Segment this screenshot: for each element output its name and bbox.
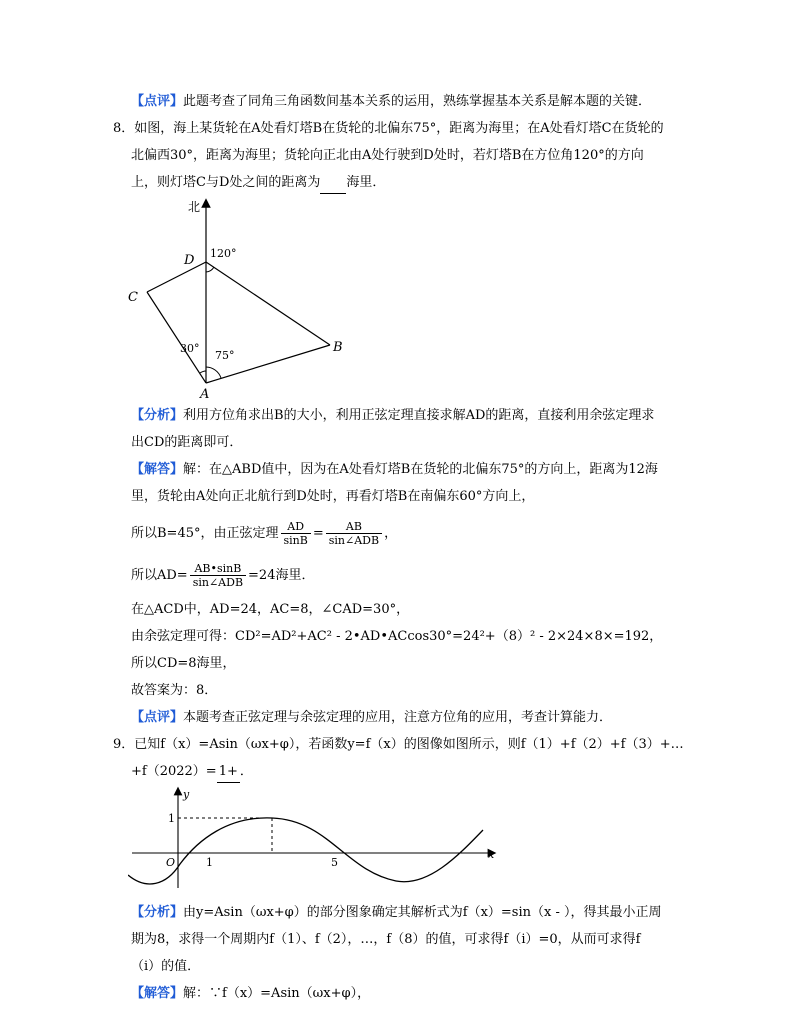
label-B: B <box>333 340 343 355</box>
fraction-ad-sinb <box>281 520 311 547</box>
q9-solution-1 <box>131 984 370 1004</box>
answer-blank: 1+ <box>217 762 240 783</box>
q8-solution-5: 在△ACD中，AD=24，AC=8，∠CAD=30°， <box>131 602 410 617</box>
q9-analysis-1 <box>131 903 662 923</box>
x-axis-label: x <box>488 848 495 861</box>
solution-tag: 【解答】 <box>131 462 184 477</box>
xtick-5-label: 5 <box>331 856 338 869</box>
q8-text-1: 如图，海上某货轮在A处看灯塔B在货轮的北偏东75°，距离为海里；在A处看灯塔C在货轮的 <box>134 121 664 136</box>
q8-line3 <box>131 173 385 194</box>
analysis-text-1: 由y=Asin（ωx+φ）的部分图象确定其解析式为f（x）=sin（x - ），得其最小正周 <box>183 905 662 920</box>
y-axis-label: y <box>183 788 190 801</box>
prev-comment <box>131 92 651 112</box>
q8-solution-8: 故答案为：8． <box>131 683 218 698</box>
q9-line2 <box>131 762 253 783</box>
north-label: 北 <box>188 200 201 214</box>
q9-text-1: 已知f（x）=Asin（ωx+φ），若函数y=f（x）的图像如图所示，则f（1）+f（2）+f（3）+… <box>134 737 684 752</box>
label-D: D <box>184 253 195 268</box>
comment-text: 此题考查了同角三角函数间基本关系的运用，熟练掌握基本关系是解本题的关键． <box>183 94 652 109</box>
angle-arc-120 <box>206 267 214 272</box>
q9-text-2: +f（2022）= <box>131 764 217 779</box>
comment-tag: 【点评】 <box>131 94 184 109</box>
q8-solution-7: 所以CD=8海里， <box>131 656 236 671</box>
q8-line2: 北偏西30°，距离为海里；货轮向正北由A处行驶到D处时，若灯塔B在方位角120°的方向 <box>131 148 644 163</box>
q9-text-2b: ． <box>239 764 253 779</box>
angle-arc-75 <box>206 367 221 378</box>
q9-line1 <box>113 735 684 755</box>
frac-denominator: sin∠ADB <box>328 534 380 547</box>
fraction-ab-sinadb <box>326 520 382 547</box>
q9-analysis-3: （i）的值． <box>131 959 201 974</box>
angle-75-label: 75° <box>215 349 235 362</box>
q8-comment <box>131 708 612 728</box>
solution-text-1: 解：∵f（x）=Asin（ωx+φ）， <box>183 986 371 1001</box>
xtick-1-label: 1 <box>206 856 213 869</box>
analysis-tag: 【分析】 <box>131 408 184 423</box>
frac-numerator: AD <box>281 520 311 534</box>
q8-line1 <box>113 119 664 139</box>
analysis-tag: 【分析】 <box>131 905 184 920</box>
q8-solution-4 <box>131 562 314 589</box>
q9-graph <box>128 786 500 894</box>
q8-solution-6: 由余弦定理可得：CD²=AD²+AC² - 2•AD•ACcos30°=24²+（8）² - 2×24×8×=192， <box>131 629 663 644</box>
q8-analysis-2: 出CD的距离即可． <box>131 435 243 450</box>
sine-curve <box>128 818 483 884</box>
solution-text-1: 解：在△ABD值中，因为在A处看灯塔B在货轮的北偏东75°的方向上，距离为12海 <box>183 462 658 477</box>
segment-AC <box>147 292 206 383</box>
segment-CD <box>147 262 206 292</box>
solution-tag: 【解答】 <box>131 986 184 1001</box>
solution-suffix-4: =24海里． <box>248 568 315 583</box>
comment-tag: 【点评】 <box>131 710 184 725</box>
question-number: 9． <box>113 737 135 752</box>
q8-text-3b: 海里． <box>346 175 386 190</box>
solution-text-4: 所以AD= <box>131 568 188 583</box>
frac-numerator: AB <box>326 520 382 534</box>
segment-DB <box>206 262 330 345</box>
question-number: 8． <box>113 121 135 136</box>
comment-text: 本题考查正弦定理与余弦定理的应用，注意方位角的应用，考查计算能力． <box>183 710 613 725</box>
q8-solution-3 <box>131 520 397 547</box>
frac-numerator: AB•sinB <box>190 562 246 576</box>
q8-solution-2: 里，货轮由A处向正北航行到D处时，再看灯塔B在南偏东60°方向上， <box>131 489 535 504</box>
fraction-ab-sinb <box>190 562 246 589</box>
q8-figure <box>120 195 350 400</box>
solution-suffix-3: ， <box>384 526 398 541</box>
analysis-text-1: 利用方位角求出B的大小，利用正弦定理直接求解AD的距离，直接利用余弦定理求 <box>183 408 655 423</box>
solution-text-3: 所以B=45°，由正弦定理 <box>131 526 279 541</box>
angle-arc-30 <box>200 371 206 373</box>
frac-denominator: sin∠ADB <box>192 576 244 589</box>
answer-blank <box>320 173 346 194</box>
q8-analysis-1 <box>131 406 654 426</box>
angle-120-label: 120° <box>210 247 237 260</box>
q8-text-3: 上，则灯塔C与D处之间的距离为 <box>131 175 321 190</box>
label-C: C <box>128 290 138 305</box>
q8-solution-1 <box>131 460 658 480</box>
angle-30-label: 30° <box>180 342 200 355</box>
label-A: A <box>200 387 210 400</box>
ytick-1-label: 1 <box>168 812 175 825</box>
frac-denominator: sinB <box>283 534 308 547</box>
origin-label: O <box>166 856 176 869</box>
q9-analysis-2: 期为8，求得一个周期内f（1）、f（2），…，f（8）的值，可求得f（i）=0，从而可求得f <box>131 932 641 947</box>
equals-sign: = <box>312 526 324 541</box>
